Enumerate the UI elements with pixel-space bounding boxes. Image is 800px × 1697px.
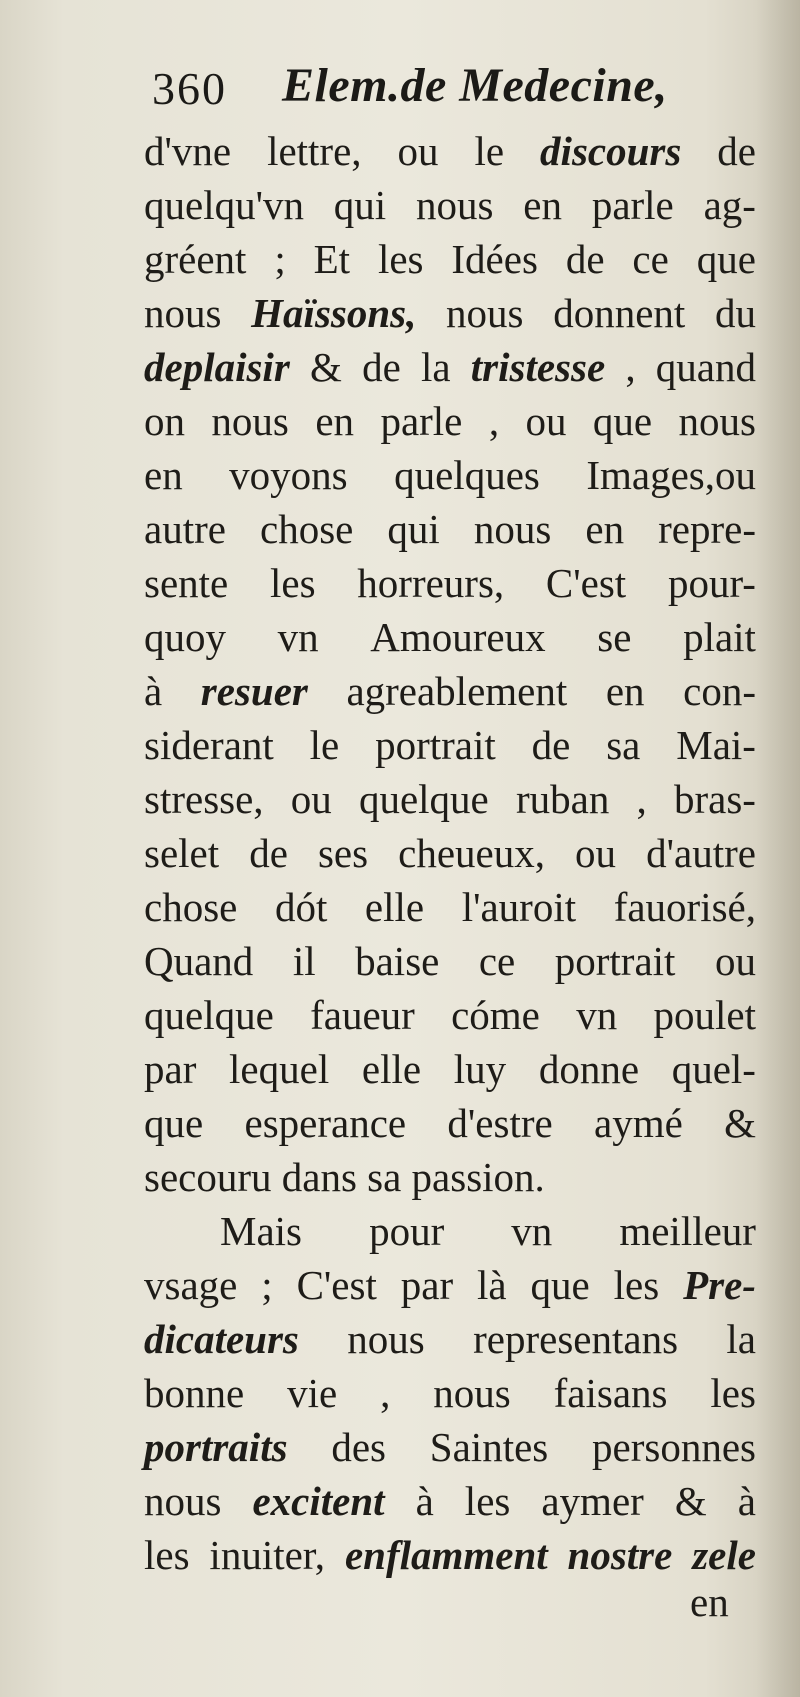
word: fauorisé, — [613, 884, 756, 930]
word: nous — [446, 290, 524, 336]
word: aymer — [541, 1478, 644, 1524]
word: nous — [678, 398, 756, 444]
word: ou — [575, 830, 617, 876]
word: Quand — [144, 938, 254, 984]
word: vn — [511, 1208, 553, 1254]
word: discours — [540, 128, 682, 174]
text-line — [144, 502, 756, 556]
word: l'auroit — [461, 884, 577, 930]
running-title: Elem.de Medecine, — [282, 59, 668, 112]
text-line — [144, 232, 756, 286]
word: les — [464, 1478, 511, 1524]
word: les — [270, 560, 316, 606]
word: personnes — [592, 1424, 756, 1470]
word: nous — [347, 1316, 425, 1362]
word: ou — [714, 938, 756, 984]
page-header — [152, 58, 722, 122]
word: & — [309, 344, 342, 390]
word: sente — [144, 560, 229, 606]
word: d'estre — [447, 1100, 553, 1146]
word: dót — [274, 884, 328, 930]
word: quelqu'vn — [144, 182, 304, 228]
word: quoy — [144, 614, 226, 660]
word: ; — [261, 1262, 273, 1308]
word: portrait — [554, 938, 676, 984]
text-line — [144, 772, 756, 826]
word: bonne — [144, 1370, 245, 1416]
word: Amoureux — [370, 614, 546, 660]
word: en — [585, 506, 625, 552]
text-line — [144, 448, 756, 502]
word: ruban — [515, 776, 610, 822]
word: de — [717, 128, 756, 174]
word: sa — [606, 722, 641, 768]
word: elle — [361, 1046, 422, 1092]
word: de — [249, 830, 288, 876]
word: qui — [387, 506, 440, 552]
text-line — [144, 286, 756, 340]
word: parle — [591, 182, 674, 228]
word: representans — [473, 1316, 679, 1362]
word: , — [625, 344, 636, 390]
word: qui — [333, 182, 387, 228]
text-line — [144, 826, 756, 880]
word: autre — [144, 506, 226, 552]
text-line — [144, 664, 756, 718]
word: Pre- — [683, 1262, 756, 1308]
word: nous — [211, 398, 289, 444]
word: enflamment — [344, 1532, 548, 1578]
word: ag- — [703, 182, 756, 228]
word: ou — [525, 398, 567, 444]
word: que — [696, 236, 756, 282]
word: d'autre — [646, 830, 756, 876]
body-text — [144, 124, 756, 1582]
word: agreablement — [346, 668, 568, 714]
word: du — [714, 290, 756, 336]
text-line — [144, 1258, 756, 1312]
word: Mais — [220, 1208, 302, 1254]
word: chose — [260, 506, 354, 552]
word: les — [377, 236, 424, 282]
word: & — [724, 1100, 756, 1146]
text-line — [144, 1204, 756, 1258]
word: il — [292, 938, 316, 984]
text-line — [144, 880, 756, 934]
word: cóme — [451, 992, 540, 1038]
word: aymé — [594, 1100, 683, 1146]
word: faisans — [553, 1370, 668, 1416]
word: C'est — [545, 560, 627, 606]
word: stresse, — [144, 776, 264, 822]
word: Et — [313, 236, 351, 282]
text-line — [144, 934, 756, 988]
word: & — [674, 1478, 707, 1524]
word: Images,ou — [586, 452, 756, 498]
word: vn — [576, 992, 618, 1038]
text-line — [144, 610, 756, 664]
word: chose — [144, 884, 238, 930]
word: quel- — [671, 1046, 756, 1092]
text-line — [144, 1042, 756, 1096]
word: dicateurs — [144, 1316, 299, 1362]
word: nous — [144, 290, 222, 336]
word: gréent — [144, 236, 247, 282]
word: portrait — [375, 722, 496, 768]
word: meilleur — [619, 1208, 756, 1254]
word: à — [144, 668, 163, 714]
word: , — [636, 776, 647, 822]
word: con- — [683, 668, 756, 714]
word: luy — [453, 1046, 507, 1092]
word: horreurs, — [357, 560, 505, 606]
word: par — [400, 1262, 454, 1308]
word: la — [726, 1316, 756, 1362]
word: ses — [317, 830, 369, 876]
word: de — [531, 722, 571, 768]
word: pour- — [667, 560, 756, 606]
text-line — [144, 1420, 756, 1474]
word: là — [477, 1262, 507, 1308]
word: cheueux, — [398, 830, 545, 876]
word: lettre, — [267, 128, 362, 174]
word: zele — [692, 1532, 756, 1578]
word: vn — [277, 614, 319, 660]
word: selet — [144, 830, 220, 876]
page-number: 360 — [152, 63, 227, 114]
text-line — [144, 124, 756, 178]
text-line — [144, 178, 756, 232]
word: tristesse — [470, 344, 606, 390]
word: en — [523, 182, 562, 228]
word: voyons — [229, 452, 348, 498]
word: à — [737, 1478, 756, 1524]
word: portraits — [144, 1424, 288, 1470]
word: Mai- — [676, 722, 756, 768]
word: les — [613, 1262, 660, 1308]
word: poulet — [653, 992, 756, 1038]
word: le — [309, 722, 340, 768]
word: donne — [538, 1046, 640, 1092]
word: d'vne — [144, 128, 232, 174]
word: les — [144, 1532, 190, 1578]
word: C'est — [296, 1262, 377, 1308]
word: , — [380, 1370, 391, 1416]
word: nous — [416, 182, 494, 228]
word: bras- — [673, 776, 756, 822]
word: que — [592, 398, 653, 444]
text-line — [144, 1096, 756, 1150]
word: donnent — [553, 290, 686, 336]
text-line — [144, 1150, 756, 1204]
word: Saintes — [429, 1424, 549, 1470]
word: Idées — [451, 236, 538, 282]
word: parle — [380, 398, 463, 444]
word: vie — [287, 1370, 338, 1416]
word: elle — [364, 884, 425, 930]
word: deplaisir — [144, 344, 290, 390]
word: quelques — [394, 452, 540, 498]
text-line — [144, 1312, 756, 1366]
word: que — [144, 1100, 204, 1146]
word: des — [331, 1424, 386, 1470]
word: quelque — [358, 776, 489, 822]
text-line — [144, 340, 756, 394]
word: repre- — [658, 506, 756, 552]
spine-shadow — [756, 0, 800, 1697]
word: lequel — [229, 1046, 330, 1092]
word: en — [605, 668, 645, 714]
word: nous — [433, 1370, 511, 1416]
word: quelque — [144, 992, 274, 1038]
word: nous — [144, 1478, 222, 1524]
catchword: en — [690, 1579, 729, 1625]
word: baise — [355, 938, 440, 984]
word: que — [530, 1262, 590, 1308]
word: pour — [369, 1208, 445, 1254]
word: on — [144, 398, 185, 444]
word: resuer — [200, 668, 308, 714]
text-line — [144, 1528, 756, 1582]
text-line — [144, 1474, 756, 1528]
word: de — [362, 344, 401, 390]
word: en — [144, 452, 183, 498]
text-line — [144, 1366, 756, 1420]
word: ou — [397, 128, 439, 174]
word: par — [144, 1046, 197, 1092]
word: excitent — [252, 1478, 385, 1524]
word: ; — [274, 236, 286, 282]
word: la — [420, 344, 451, 390]
word: Haïssons, — [251, 290, 417, 336]
word: se — [597, 614, 632, 660]
word: , — [488, 398, 500, 444]
word: esperance — [244, 1100, 407, 1146]
word: plait — [683, 614, 756, 660]
word: le — [474, 128, 505, 174]
word: de — [565, 236, 605, 282]
word: ou — [290, 776, 332, 822]
word: à — [415, 1478, 434, 1524]
word: ce — [632, 236, 669, 282]
text-line — [144, 988, 756, 1042]
roman-text: secouru dans sa passion. — [144, 1154, 545, 1200]
text-line — [144, 718, 756, 772]
word: nostre — [567, 1532, 673, 1578]
word: quand — [655, 344, 756, 390]
word: en — [315, 398, 355, 444]
word: les — [710, 1370, 756, 1416]
text-line — [144, 556, 756, 610]
word: faueur — [310, 992, 415, 1038]
word: siderant — [144, 722, 274, 768]
word: nous — [473, 506, 552, 552]
word: inuiter, — [209, 1532, 326, 1578]
text-line — [144, 394, 756, 448]
word: ce — [478, 938, 516, 984]
word: vsage — [144, 1262, 238, 1308]
